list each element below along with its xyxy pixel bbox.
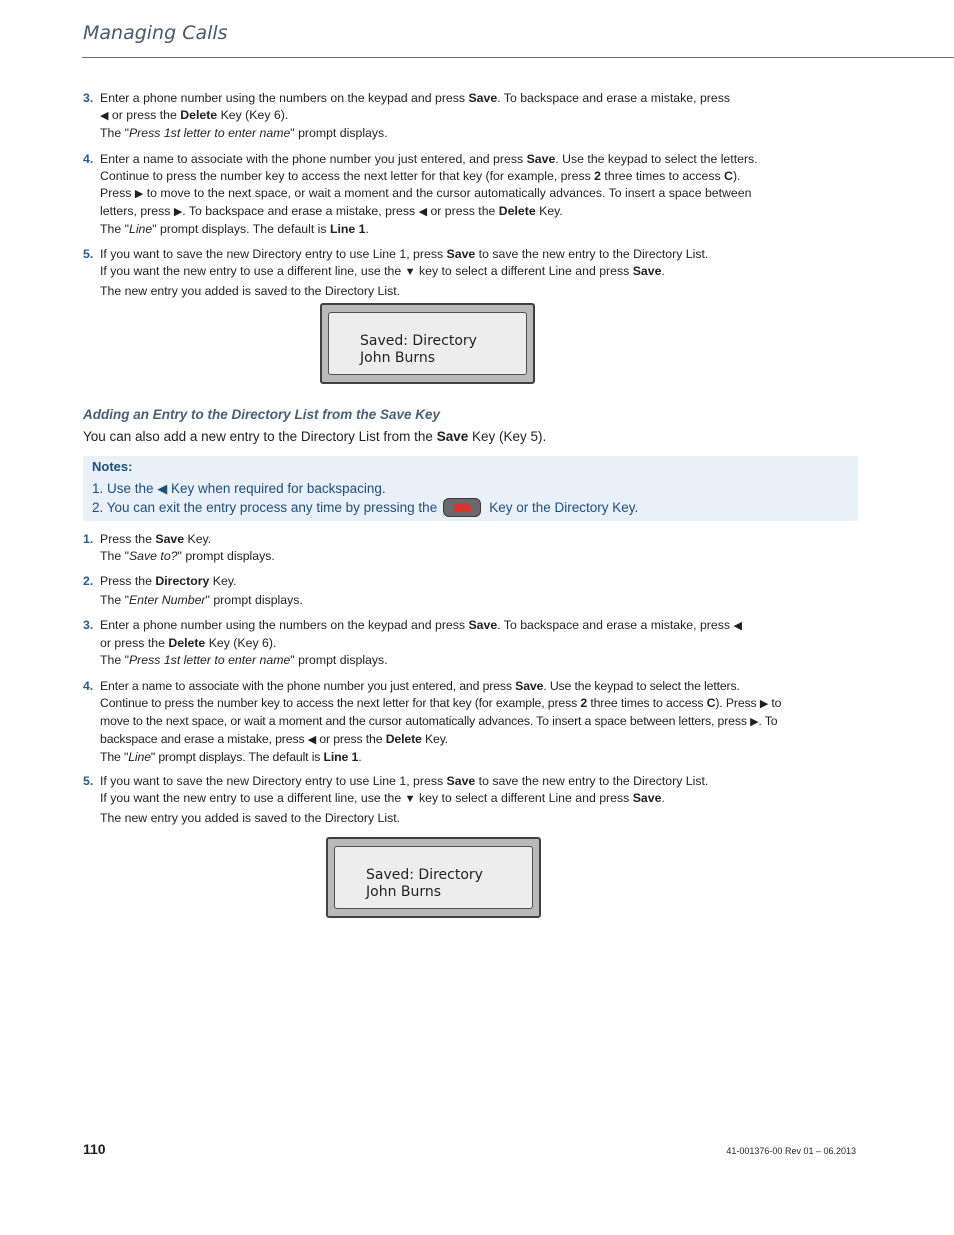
step-text: key to select a different Line and press bbox=[415, 264, 633, 278]
step-text: . To backspace and erase a mistake, press bbox=[100, 714, 778, 746]
save-key-label: Save bbox=[446, 774, 476, 788]
note-text: 2. You can exit the entry process any time by pressing the bbox=[92, 500, 438, 516]
step-text: . To backspace and erase a mistake, press bbox=[182, 204, 419, 218]
notes-box bbox=[83, 456, 858, 521]
step-text: . To backspace and erase a mistake, press bbox=[497, 618, 734, 632]
step-result-text: The new entry you added is saved to the Directory List. bbox=[100, 811, 401, 825]
down-arrow-icon: ▼ bbox=[404, 266, 416, 278]
line-1-label: Line 1 bbox=[323, 750, 359, 764]
step-text: . Use the keypad to select the letters. Continue to press the number key to access the next letter for that key (for example, press bbox=[100, 679, 740, 710]
goodbye-key-icon bbox=[443, 498, 481, 517]
key-2-label: 2 bbox=[594, 169, 602, 183]
display-line-1: Saved: Directory bbox=[360, 333, 477, 349]
save-key-label: Save bbox=[468, 91, 498, 105]
note-text: 1. Use the bbox=[92, 481, 158, 496]
left-arrow-icon: ◀ bbox=[100, 110, 109, 122]
step-text: If you want the new entry to use a different line, use the bbox=[100, 791, 405, 805]
down-arrow-icon: ▼ bbox=[404, 793, 416, 805]
save-key-label: Save bbox=[446, 247, 476, 261]
intro-text: Key (Key 5). bbox=[468, 429, 547, 444]
header-divider bbox=[82, 57, 954, 58]
right-arrow-icon: ▶ bbox=[750, 716, 759, 728]
display-line-2: John Burns bbox=[366, 884, 442, 900]
phone-display-screen bbox=[320, 303, 535, 384]
phone-display-lcd bbox=[334, 846, 533, 909]
step-text: to move to the next space, or wait a moment and the cursor automatically advances. To insert a space between letters, press bbox=[100, 186, 752, 218]
step-5-top bbox=[83, 246, 783, 300]
step-text: or press the bbox=[108, 108, 181, 122]
step-4-top bbox=[83, 151, 763, 238]
step-text: to move to the next space, or wait a moment and the cursor automatically advances. To insert a space between letters, press bbox=[100, 696, 782, 728]
step-text: ). Press bbox=[715, 696, 760, 710]
step-text: If you want the new entry to use a different line, use the bbox=[100, 264, 405, 278]
delete-key-label: Delete bbox=[498, 204, 536, 218]
step-text: If you want to save the new Directory entry to use Line 1, press bbox=[100, 247, 447, 261]
prompt-name: Save to? bbox=[128, 549, 178, 563]
step-text: If you want to save the new Directory entry to use Line 1, press bbox=[100, 774, 447, 788]
right-arrow-icon: ▶ bbox=[759, 698, 769, 710]
step-number: 3. bbox=[83, 618, 94, 632]
step-number: 5. bbox=[83, 247, 94, 261]
step-text: or press the bbox=[427, 204, 499, 218]
step-3-bottom bbox=[83, 617, 783, 669]
step-text: " prompt displays. bbox=[205, 593, 303, 607]
left-arrow-icon: ◀ bbox=[157, 481, 168, 496]
step-text: to save the new entry to the Directory List. bbox=[475, 247, 709, 261]
step-text: " prompt displays. bbox=[290, 653, 388, 667]
step-text: three times to access bbox=[601, 169, 725, 183]
display-line-1: Saved: Directory bbox=[366, 867, 483, 883]
left-arrow-icon: ◀ bbox=[733, 620, 742, 632]
step-number: 1. bbox=[83, 532, 94, 546]
step-text: Key (Key 6). bbox=[217, 108, 289, 122]
step-text: . bbox=[661, 264, 665, 278]
page-header-title: Managing Calls bbox=[83, 22, 228, 44]
letter-c-label: C bbox=[724, 169, 733, 183]
step-text: or press the bbox=[316, 732, 386, 746]
step-text: The " bbox=[100, 549, 129, 563]
letter-c-label: C bbox=[706, 696, 716, 710]
step-1-bottom bbox=[83, 531, 783, 565]
right-arrow-icon: ▶ bbox=[134, 188, 144, 200]
step-text: or press the bbox=[100, 636, 169, 650]
step-4-bottom bbox=[83, 678, 783, 766]
line-1-label: Line 1 bbox=[329, 222, 366, 236]
step-text: The " bbox=[100, 222, 129, 236]
section-heading: Adding an Entry to the Directory List from the Save Key bbox=[83, 407, 441, 422]
step-number: 2. bbox=[83, 574, 94, 588]
section-intro bbox=[83, 428, 546, 446]
step-result-text: The new entry you added is saved to the Directory List. bbox=[100, 284, 401, 298]
step-text: . To backspace and erase a mistake, press bbox=[497, 91, 731, 105]
prompt-name: Press 1st letter to enter name bbox=[128, 653, 291, 667]
step-text: Key. bbox=[535, 204, 563, 218]
note-text: Key when required for backspacing. bbox=[167, 481, 386, 496]
step-text: Key. bbox=[209, 574, 237, 588]
step-number: 4. bbox=[83, 679, 93, 693]
note-2 bbox=[92, 499, 638, 518]
prompt-name: Line bbox=[128, 222, 153, 236]
display-line-2: John Burns bbox=[360, 350, 436, 366]
step-text: The " bbox=[100, 593, 129, 607]
step-number: 3. bbox=[83, 91, 94, 105]
save-key-label: Save bbox=[632, 791, 662, 805]
left-arrow-icon: ◀ bbox=[307, 734, 317, 746]
step-2-bottom bbox=[83, 573, 783, 609]
directory-key-label: Directory bbox=[155, 574, 210, 588]
step-text: Enter a phone number using the numbers on the keypad and press bbox=[100, 618, 469, 632]
step-text: Enter a phone number using the numbers on the keypad and press bbox=[100, 91, 469, 105]
step-text: . Use the keypad to select the letters. Continue to press the number key to access the next letter for that key (for example, press bbox=[100, 152, 758, 183]
step-text: Enter a name to associate with the phone number you just entered, and press bbox=[100, 152, 527, 166]
step-text: " prompt displays. The default is bbox=[152, 222, 330, 236]
note-1 bbox=[92, 480, 386, 498]
step-text: " prompt displays. bbox=[177, 549, 275, 563]
step-text: The " bbox=[100, 126, 129, 140]
step-text: The " bbox=[100, 653, 129, 667]
delete-key-label: Delete bbox=[168, 636, 206, 650]
save-key-label: Save bbox=[436, 429, 469, 444]
step-text: Press the bbox=[100, 532, 156, 546]
intro-text: You can also add a new entry to the Directory List from the bbox=[83, 429, 437, 444]
step-text: The " bbox=[100, 750, 129, 764]
step-text: Key. bbox=[421, 732, 449, 746]
right-arrow-icon: ▶ bbox=[173, 206, 183, 218]
step-text: Enter a name to associate with the phone number you just entered, and press bbox=[100, 679, 516, 693]
document-id: 41-001376-00 Rev 01 – 06.2013 bbox=[726, 1146, 856, 1156]
step-text: . bbox=[358, 750, 362, 764]
prompt-name: Line bbox=[128, 750, 151, 764]
prompt-name: Press 1st letter to enter name bbox=[128, 126, 291, 140]
page-number: 110 bbox=[83, 1141, 106, 1157]
step-text: Key. bbox=[184, 532, 212, 546]
step-text: . bbox=[365, 222, 369, 236]
phone-display-lcd bbox=[328, 312, 527, 375]
step-text: ). Press bbox=[100, 169, 741, 200]
step-number: 4. bbox=[83, 152, 94, 166]
step-text: Key (Key 6). bbox=[205, 636, 277, 650]
step-text: to save the new entry to the Directory List. bbox=[475, 774, 709, 788]
prompt-name: Enter Number bbox=[128, 593, 206, 607]
step-3-top bbox=[83, 90, 783, 142]
save-key-label: Save bbox=[515, 679, 544, 693]
left-arrow-icon: ◀ bbox=[418, 206, 428, 218]
note-text: Key or the Directory Key. bbox=[489, 500, 639, 516]
step-text: key to select a different Line and press bbox=[415, 791, 633, 805]
key-2-label: 2 bbox=[580, 696, 588, 710]
step-5-bottom bbox=[83, 773, 783, 827]
save-key-label: Save bbox=[526, 152, 556, 166]
step-text: " prompt displays. bbox=[290, 126, 388, 140]
notes-title: Notes: bbox=[92, 459, 133, 474]
step-text: " prompt displays. The default is bbox=[150, 750, 324, 764]
delete-key-label: Delete bbox=[180, 108, 218, 122]
phone-display-screen bbox=[326, 837, 541, 918]
delete-key-label: Delete bbox=[385, 732, 422, 746]
step-number: 5. bbox=[83, 774, 94, 788]
step-text: Press the bbox=[100, 574, 156, 588]
step-text: . bbox=[661, 791, 665, 805]
step-text: three times to access bbox=[587, 696, 707, 710]
save-key-label: Save bbox=[632, 264, 662, 278]
save-key-label: Save bbox=[468, 618, 498, 632]
save-key-label: Save bbox=[155, 532, 185, 546]
